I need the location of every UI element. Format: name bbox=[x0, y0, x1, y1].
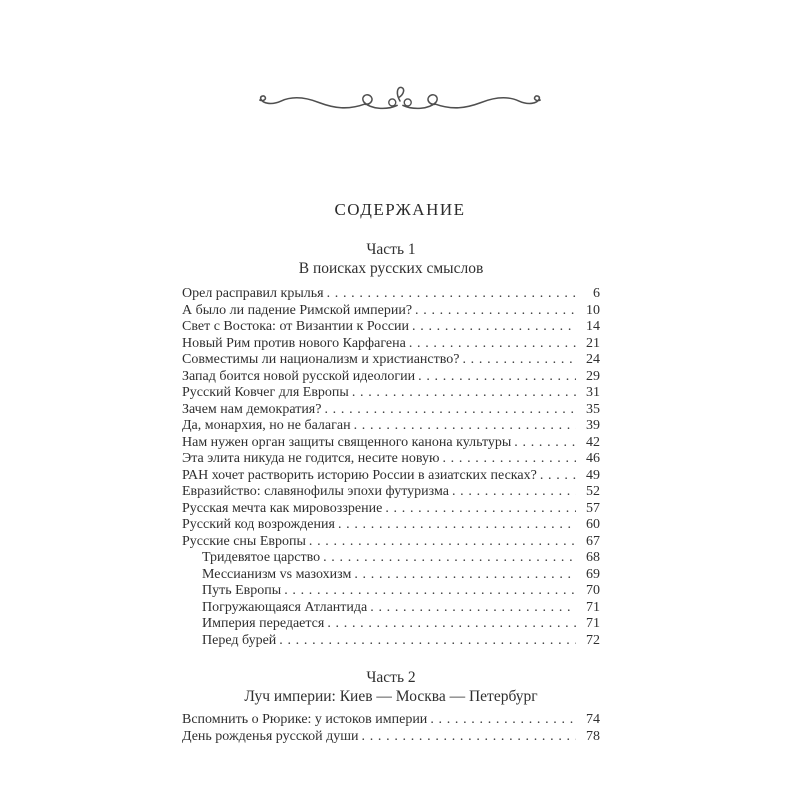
toc-entry bbox=[182, 336, 600, 353]
page-title: СОДЕРЖАНИЕ bbox=[334, 200, 466, 219]
toc-entry bbox=[182, 616, 600, 633]
toc-entry-title: День рожденья русской души bbox=[182, 728, 359, 744]
flourish-ornament bbox=[255, 84, 545, 119]
toc-page-number: 67 bbox=[586, 533, 600, 549]
toc-content bbox=[182, 240, 600, 745]
toc-leader-dots bbox=[540, 468, 576, 485]
part-section-2 bbox=[182, 668, 600, 745]
toc-page-number: 72 bbox=[586, 632, 600, 648]
toc-page-number: 70 bbox=[586, 583, 600, 598]
toc-entry bbox=[182, 451, 600, 468]
part-2-subtitle: Луч империи: Киев — Москва — Петербург bbox=[244, 688, 538, 705]
toc-entry bbox=[182, 501, 600, 518]
toc-leader-dots bbox=[354, 567, 576, 584]
toc-entry-title: Мессианизм vs мазохизм bbox=[202, 566, 352, 582]
toc-page-number: 39 bbox=[586, 418, 600, 433]
toc-leader-dots bbox=[338, 517, 576, 534]
toc-page-number: 6 bbox=[593, 286, 600, 301]
toc-page-number: 71 bbox=[586, 616, 600, 631]
toc-entry-title: РАН хочет растворить историю России в азиатских песках? bbox=[182, 467, 537, 483]
toc-entry-title: Русская мечта как мировоззрение bbox=[182, 500, 383, 516]
flourish-ring-right bbox=[404, 99, 411, 106]
toc-leader-dots bbox=[324, 402, 576, 419]
toc-entry bbox=[182, 468, 600, 485]
toc-leader-dots bbox=[442, 451, 576, 468]
toc-entry-title: Империя передается bbox=[202, 616, 325, 631]
toc-page-number: 74 bbox=[586, 712, 600, 727]
part-section-1 bbox=[182, 240, 600, 649]
toc-leader-dots bbox=[430, 712, 576, 729]
toc-leader-dots bbox=[514, 435, 576, 452]
toc-leader-dots bbox=[327, 616, 576, 633]
toc-page-number: 14 bbox=[586, 319, 600, 334]
toc-entry bbox=[182, 402, 600, 419]
toc-list-part-2 bbox=[182, 712, 600, 745]
toc-entry bbox=[182, 352, 600, 369]
toc-entry bbox=[182, 286, 600, 303]
toc-entry bbox=[182, 319, 600, 336]
toc-leader-dots bbox=[352, 385, 576, 402]
toc-leader-dots bbox=[323, 550, 576, 567]
toc-entry bbox=[182, 633, 600, 650]
toc-entry-title: Погружающаяся Атлантида bbox=[202, 599, 368, 615]
toc-page-number: 49 bbox=[586, 467, 600, 483]
toc-entry bbox=[182, 303, 600, 320]
toc-page-number: 31 bbox=[586, 385, 600, 400]
toc-entry bbox=[182, 517, 600, 534]
flourish-ring-left bbox=[389, 99, 396, 106]
toc-page-number: 71 bbox=[586, 599, 600, 615]
toc-entry-title: Путь Европы bbox=[202, 583, 282, 598]
toc-page-number: 68 bbox=[586, 550, 600, 565]
toc-entry-title: Русские сны Европы bbox=[182, 533, 306, 549]
toc-entry-title: Перед бурей bbox=[202, 632, 277, 648]
toc-entry-title: Нам нужен орган защиты священного канона культуры bbox=[182, 434, 512, 450]
toc-leader-dots bbox=[370, 600, 576, 617]
toc-leader-dots bbox=[418, 369, 576, 386]
toc-leader-dots bbox=[354, 418, 576, 435]
flourish-sweep-right bbox=[435, 96, 540, 108]
toc-page-number: 46 bbox=[586, 451, 600, 466]
flourish-sweep-left bbox=[260, 96, 365, 108]
flourish-top-loop bbox=[397, 87, 403, 101]
toc-leader-dots bbox=[385, 501, 576, 518]
toc-entry-title: Русский Ковчег для Европы bbox=[182, 385, 349, 400]
toc-entry-title: Эта элита никуда не годится, несите новую bbox=[182, 451, 440, 466]
toc-list-part-1 bbox=[182, 286, 600, 649]
toc-page-number: 21 bbox=[586, 335, 600, 351]
toc-entry-title: Новый Рим против нового Карфагена bbox=[182, 335, 406, 351]
toc-entry-title: Зачем нам демократия? bbox=[182, 401, 322, 417]
toc-page-number: 29 bbox=[586, 368, 600, 384]
part-2-label: Часть 2 bbox=[366, 669, 416, 686]
toc-leader-dots bbox=[412, 319, 576, 336]
toc-entry-title: Орел расправил крылья bbox=[182, 286, 324, 301]
part-1-label: Часть 1 bbox=[366, 241, 416, 258]
toc-leader-dots bbox=[452, 484, 576, 501]
toc-entry-title: Запад боится новой русской идеологии bbox=[182, 368, 416, 384]
toc-page-number: 24 bbox=[586, 352, 600, 367]
toc-page-number: 10 bbox=[586, 302, 600, 318]
toc-page-number: 52 bbox=[586, 484, 600, 499]
toc-entry-title: Совместимы ли национализм и христианство? bbox=[182, 352, 460, 367]
part-1-subtitle: В поисках русских смыслов bbox=[298, 260, 484, 277]
toc-leader-dots bbox=[415, 303, 576, 320]
toc-entry bbox=[182, 369, 600, 386]
toc-leader-dots bbox=[279, 633, 576, 650]
toc-page-number: 42 bbox=[586, 434, 600, 450]
toc-leader-dots bbox=[309, 534, 576, 551]
toc-page-number: 60 bbox=[586, 517, 600, 532]
toc-entry bbox=[182, 712, 600, 729]
toc-entry bbox=[182, 534, 600, 551]
toc-leader-dots bbox=[284, 583, 576, 600]
toc-entry bbox=[182, 583, 600, 600]
toc-entry-title: Евразийство: славянофилы эпохи футуризма bbox=[182, 484, 449, 499]
toc-leader-dots bbox=[409, 336, 576, 353]
toc-entry-title: Да, монархия, но не балаган bbox=[182, 418, 351, 433]
toc-page-number: 69 bbox=[586, 566, 600, 582]
toc-entry bbox=[182, 418, 600, 435]
toc-entry bbox=[182, 600, 600, 617]
toc-entry bbox=[182, 385, 600, 402]
toc-entry-title: Русский код возрождения bbox=[182, 517, 335, 532]
toc-entry bbox=[182, 729, 600, 746]
toc-entry-title: Свет с Востока: от Византии к России bbox=[182, 319, 410, 334]
toc-leader-dots bbox=[362, 729, 576, 746]
toc-entry bbox=[182, 567, 600, 584]
toc-entry-title: Тридевятое царство bbox=[202, 550, 321, 565]
toc-leader-dots bbox=[327, 286, 576, 303]
toc-page-number: 35 bbox=[586, 401, 600, 417]
toc-page-number: 57 bbox=[586, 500, 600, 516]
toc-entry bbox=[182, 484, 600, 501]
toc-entry-title: А было ли падение Римской империи? bbox=[182, 302, 413, 318]
toc-entry-title: Вспомнить о Рюрике: у истоков империи bbox=[182, 712, 428, 727]
toc-entry bbox=[182, 550, 600, 567]
toc-entry bbox=[182, 435, 600, 452]
toc-page-number: 78 bbox=[586, 728, 600, 744]
toc-leader-dots bbox=[462, 352, 576, 369]
